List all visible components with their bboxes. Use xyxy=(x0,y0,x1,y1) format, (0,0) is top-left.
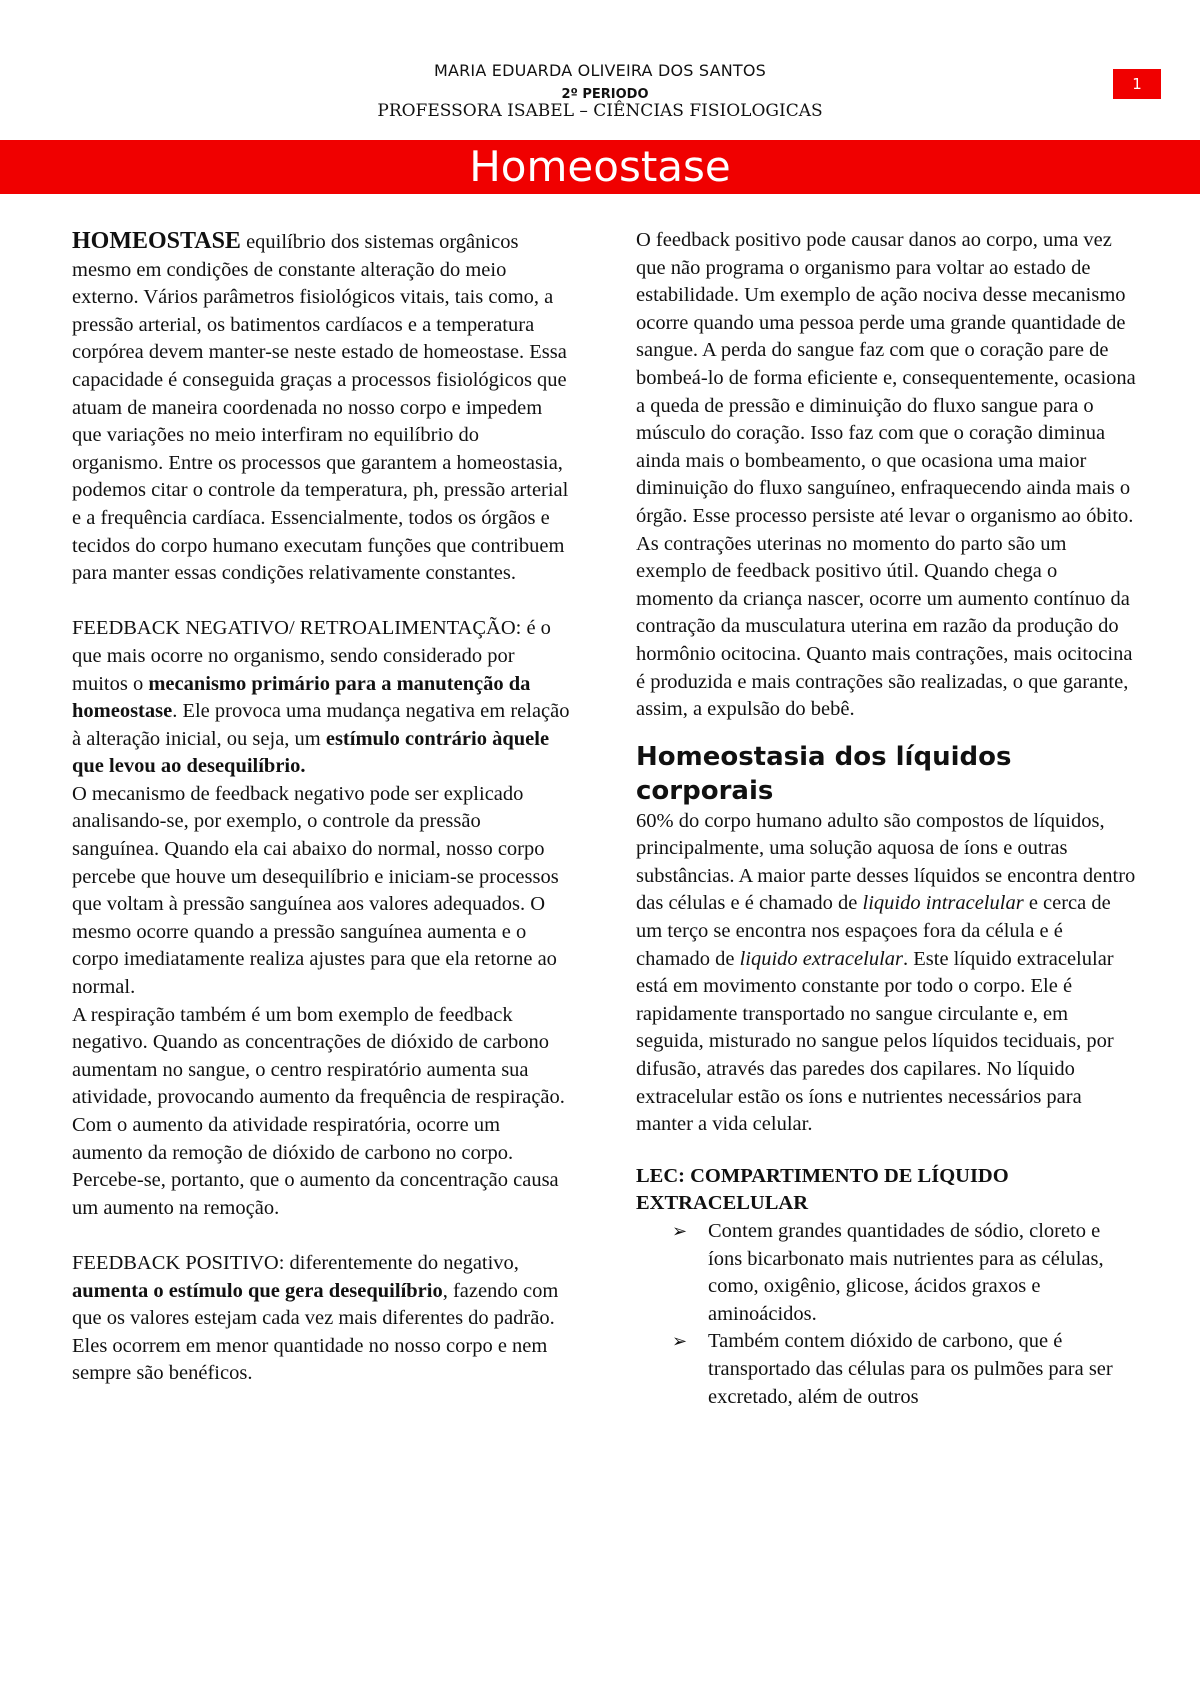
list-item xyxy=(672,1218,1136,1328)
uterine-contractions-paragraph: As contrações uterinas no momento do parto são um exemplo de feedback positivo útil. Quando chega o momento da criança nascer, ocorre um aumento contínuo da contração da musculatura uterina em razão da produção do hormônio ocitocina. Quanto mais contrações, mais ocitocina é produzida e mais contrações são realizadas, o que garante, assim, a expulsão do bebê. xyxy=(636,532,1133,721)
negative-feedback-emphasis: mecanismo primário para a manutenção da homeostase xyxy=(72,672,531,723)
positive-feedback-text: , fazendo com que os valores estejam cada vez mais diferentes do padrão. Eles ocorrem em menor quantidade no nosso corpo e nem sempre são benéficos. xyxy=(72,1279,559,1385)
period-label: 2º PERIODO xyxy=(561,87,649,102)
left-column xyxy=(72,228,572,1388)
negative-feedback-definition: FEEDBACK NEGATIVO/ RETROALIMENTAÇÃO: é o que mais ocorre no organismo, sendo considerado por muitos o xyxy=(72,617,551,695)
respiration-paragraph: A respiração também é um bom exemplo de feedback negativo. Quando as concentrações de dióxido de carbono aumentam no sangue, o centro respiratório aumenta sua atividade, provocando aumento da frequência de respiração. Com o aumento da atividade respiratória, ocorre um aumento da remoção de dióxido de carbono no corpo. Percebe-se, portanto, que o aumento da concentração causa um aumento na remoção. xyxy=(72,1003,565,1219)
title-banner xyxy=(0,140,1200,194)
positive-feedback-paragraph xyxy=(72,1250,572,1388)
list-item xyxy=(672,1328,1136,1411)
intro-paragraph xyxy=(72,228,572,588)
positive-feedback-emphasis: aumenta o estímulo que gera desequilíbrio xyxy=(72,1279,443,1302)
body-fluids-text: 60% do corpo humano adulto são compostos de líquidos, principalmente, uma solução aquosa de íons e outras substâncias. A maior parte desses líquidos se encontra dentro das células e é chamado de xyxy=(636,809,1136,915)
arrow-bullet-icon: ➢ xyxy=(672,1221,688,1242)
blood-pressure-paragraph: O mecanismo de feedback negativo pode ser explicado analisando-se, por exemplo, o controle da pressão sanguínea. Quando ela cai abaixo do normal, nosso corpo percebe que houve um desequilíbrio e iniciam-se processos que voltam à pressão sanguínea aos valores adequados. O mesmo ocorre quando a pressão sanguínea aumenta e o corpo imediatamente realiza ajustes para que ela retorne ao normal. xyxy=(72,782,559,999)
positive-feedback-harm-paragraph: O feedback positivo pode causar danos ao corpo, uma vez que não programa o organismo para voltar ao estado de estabilidade. Um exemplo de ação nociva desse mecanismo ocorre quando uma pessoa perde uma grande quantidade de sangue. A perda do sangue faz com que o coração pare de bombeá-lo de forma eficiente e, consequentemente, ocasiona a queda de pressão e diminuição do fluxo sangue para o músculo do coração. Isso faz com que o coração diminua ainda mais o bombeamento, o que ocasiona uma maior diminuição do fluxo sanguíneo, enfraquecendo ainda mais o órgão. Esse processo persiste até levar o organismo ao óbito. xyxy=(636,229,1136,527)
negative-feedback-emphasis-2: estímulo contrário àquele que levou ao desequilíbrio. xyxy=(72,727,550,778)
lec-bullet-list xyxy=(636,1218,1136,1411)
section-heading: Homeostasia dos líquidos corporais xyxy=(636,741,1012,806)
intro-text: equilíbrio dos sistemas orgânicos mesmo em condições de constante alteração do meio externo. Vários parâmetros fisiológicos vitais, tais como, a pressão arterial, os batimentos cardíacos e a temperatura corpórea devem manter-se neste estado de homeostase. Essa capacidade é conseguida graças a processos fisiológicos que atuam de maneira coordenada no nosso corpo e impedem que variações no meio interfiram no equilíbrio do organismo. Entre os processos que garantem a homeostasia, podemos citar o controle da temperatura, ph, pressão arterial e a frequência cardíaca. Essencialmente, todos os órgãos e tecidos do corpo humano executam funções que contribuem para manter essas condições relativamente constantes. xyxy=(72,231,569,585)
extracellular-term: liquido extracelular xyxy=(739,947,903,970)
body-fluids-text-3: . Este líquido extracelular está em movimento constante por todo o corpo. Ele é rapidamente transportado no sangue circulante e, em seguida, misturado no sangue pelos líquidos teciduais, por difusão, através das paredes dos capilares. No líquido extracelular estão os íons e nutrientes necessários para manter a vida celular. xyxy=(636,947,1114,1136)
author-name: MARIA EDUARDA OLIVEIRA DOS SANTOS xyxy=(433,61,767,80)
intro-term: HOMEOSTASE xyxy=(72,228,241,254)
negative-feedback-text: . Ele provoca uma mudança negativa em relação à alteração inicial, ou seja, um xyxy=(72,700,570,750)
lec-heading: LEC: COMPARTIMENTO DE LÍQUIDO EXTRACELULAR xyxy=(636,1164,1009,1215)
intracellular-term: liquido intracelular xyxy=(862,892,1024,915)
positive-feedback-definition: FEEDBACK POSITIVO: diferentemente do negativo, xyxy=(72,1251,519,1274)
arrow-bullet-icon: ➢ xyxy=(672,1331,688,1353)
body-fluids-paragraph xyxy=(636,808,1136,1139)
negative-feedback-paragraph xyxy=(72,615,572,781)
page-number-badge: 1 xyxy=(1113,69,1161,99)
list-item-text: Também contem dióxido de carbono, que é transportado das células para os pulmões para ser excretado, além de outros xyxy=(708,1330,1113,1408)
body-fluids-text-2: e cerca de um terço se encontra nos espaçoes fora da célula e é chamado de xyxy=(636,892,1111,970)
right-column xyxy=(636,227,1136,1411)
list-item-text: Contem grandes quantidades de sódio, cloreto e íons bicarbonato mais nutrientes para as células, como, oxigênio, glicose, ácidos graxos e aminoácidos. xyxy=(708,1220,1104,1325)
course-label: PROFESSORA ISABEL – CIÊNCIAS FISIOLOGICAS xyxy=(377,101,823,121)
page-title: Homeostase xyxy=(469,142,731,191)
